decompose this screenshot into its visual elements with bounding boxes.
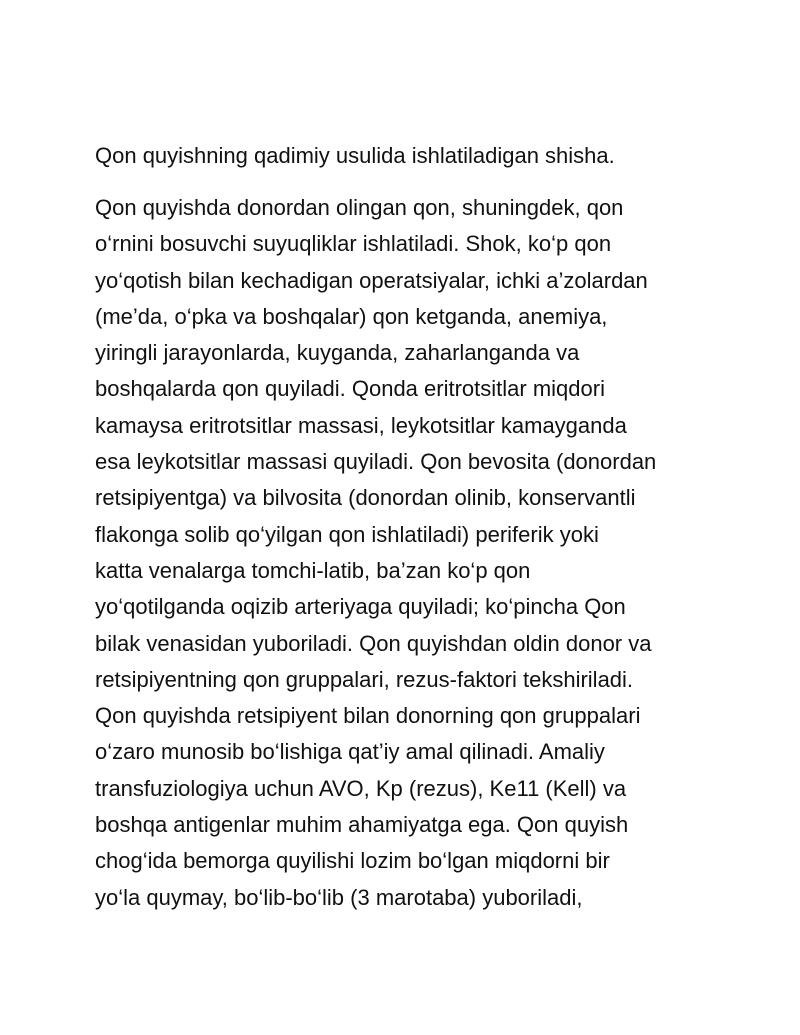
paragraph-line: yo‘qotilganda oqizib arteriyaga quyiladi; ko‘pincha Qon — [95, 594, 626, 620]
paragraph-line: yo‘la quymay, bo‘lib-bo‘lib (3 marotaba) yuboriladi, — [95, 884, 583, 910]
paragraph-line: Qon quyishda retsipiyent bilan donorning qon gruppalari — [95, 703, 641, 729]
paragraph-line: flakonga solib qo‘yilgan qon ishlatiladi) periferik yoki — [95, 521, 599, 547]
paragraph-line: o‘zaro munosib bo‘lishiga qat’iy amal qilinadi. Amaliy — [95, 739, 605, 765]
paragraph-line: yo‘qotish bilan kechadigan operatsiyalar, ichki a’zolardan — [95, 267, 648, 293]
paragraph-line: retsipiyentning qon gruppalari, rezus-faktori tekshiriladi. — [95, 666, 634, 692]
paragraph-line: bilak venasidan yuboriladi. Qon quyishdan oldin donor va — [95, 630, 652, 656]
paragraph-line: chog‘ida bemorga quyilishi lozim bo‘lgan miqdorni bir — [95, 848, 610, 874]
paragraph-line: Qon quyishda donordan olingan qon, shuningdek, qon — [95, 195, 624, 220]
paragraph-line: katta venalarga tomchi-latib, ba’zan ko‘p qon — [95, 557, 531, 583]
body-paragraph — [95, 190, 735, 916]
paragraph-line: o‘rnini bosuvchi suyuqliklar ishlatiladi. Shok, ko‘p qon — [95, 231, 612, 257]
paragraph-line: boshqalarda qon quyiladi. Qonda eritrotsitlar miqdori — [95, 376, 605, 402]
paragraph-line: boshqa antigenlar muhim ahamiyatga ega. Qon quyish — [95, 812, 629, 838]
document-body — [95, 138, 735, 916]
image-caption: Qon quyishning qadimiy usulida ishlatiladigan shisha. — [95, 143, 615, 168]
paragraph-line: kamaysa eritrotsitlar massasi, leykotsitlar kamayganda — [95, 412, 627, 438]
paragraph-line: transfuziologiya uchun AVO, Kp (rezus), Ke11 (Kell) va — [95, 775, 627, 801]
paragraph-line: (me’da, o‘pka va boshqalar) qon ketganda, anemiya, — [95, 303, 608, 329]
paragraph-line: esa leykotsitlar massasi quyiladi. Qon bevosita (donordan — [95, 449, 657, 475]
paragraph-line: yiringli jarayonlarda, kuyganda, zaharlanganda va — [95, 340, 580, 366]
paragraph-line: retsipiyentga) va bilvosita (donordan olinib, konservantli — [95, 485, 636, 511]
